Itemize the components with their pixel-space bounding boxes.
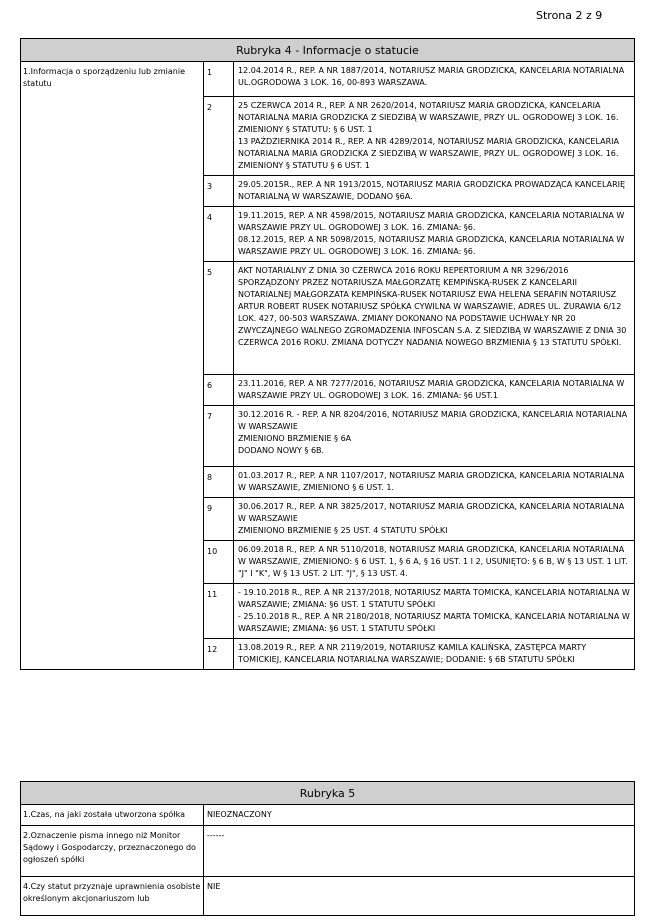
entry-number: 2 (204, 97, 234, 176)
rubryka-5-title: Rubryka 5 (21, 782, 635, 805)
rubryka-5-row (21, 805, 635, 826)
field-value: ------ (204, 826, 635, 877)
entry-number: 7 (204, 406, 234, 467)
entry-text: - 19.10.2018 R., REP. A NR 2137/2018, NOTARIUSZ MARTA TOMICKA, KANCELARIA NOTARIALNA W WARSZAWIE; ZMIANA: §6 UST. 1 STATUTU SPÓŁKI - 25.10.2018 R., REP. A NR 2180/2018, NOTARIUSZ MARTA TOMICKA, KANCELARIA NOTARIALNA W WARSZAWIE; ZMIANA: §6 UST. 1 STATUTU SPÓŁKI (238, 588, 630, 633)
entry-number: 10 (204, 541, 234, 584)
page-number: Strona 2 z 9 (536, 9, 603, 22)
entry-number: 1 (204, 62, 234, 97)
rubryka-5-table (20, 781, 635, 916)
entry-number: 3 (204, 176, 234, 207)
statute-entry-row (21, 62, 635, 97)
entry-text: 13.08.2019 R., REP. A NR 2119/2019, NOTARIUSZ KAMILA KALIŃSKA, ZASTĘPCA MARTY TOMICKIEJ, KANCELARIA NOTARIALNA WARSZAWIE; DODANIE: § 6B STATUTU SPÓŁKI (238, 643, 587, 664)
entry-text: 01.03.2017 R., REP. A NR 1107/2017, NOTARIUSZ MARIA GRODZICKA, KANCELARIA NOTARIALNA W WARSZAWIE, ZMIENIONO § 6 UST. 1. (238, 471, 625, 492)
entry-text: 23.11.2016, REP. A NR 7277/2016, NOTARIUSZ MARIA GRODZICKA, KANCELARIA NOTARIALNA W WARSZAWIE PRZY UL. OGRODOWEJ 3 LOK. 16. ZMIANA: §6 UST.1 (238, 379, 625, 400)
entry-text: 29.05.2015R., REP. A NR 1913/2015, NOTARIUSZ MARIA GRODZICKA PROWADZĄCA KANCELARIĘ NOTARIALNĄ W WARSZAWIE, DODANO §6A. (238, 180, 626, 201)
rubryka-5-row (21, 877, 635, 916)
entry-number: 8 (204, 467, 234, 498)
field-label: 4.Czy statut przyznaje uprawnienia osobiste określonym akcjonariuszom lub (21, 877, 204, 916)
rubryka-4-table (20, 38, 635, 670)
field-value: NIEOZNACZONY (204, 805, 635, 826)
entry-number: 11 (204, 584, 234, 639)
entry-text: 06.09.2018 R., REP. A NR 5110/2018, NOTARIUSZ MARIA GRODZICKA, KANCELARIA NOTARIALNA W WARSZAWIE, ZMIENIONO: § 6 UST. 1, § 6 A, § 16 UST. 1 I 2, USUNIĘTO: § 6 B, W § 13 UST. 1 LIT. "J" I "K", W § 13 UST. 2 LIT. "J", § 13 UST. 4. (238, 545, 628, 578)
entry-number: 12 (204, 639, 234, 670)
entry-number: 6 (204, 375, 234, 406)
entry-text: 25 CZERWCA 2014 R., REP. A NR 2620/2014, NOTARIUSZ MARIA GRODZICKA, KANCELARIA NOTARIALNA MARIA GRODZICKA Z SIEDZIBĄ W WARSZAWIE, PRZY UL. OGRODOWEJ 3 LOK. 16. ZMIENIONY § STATUTU: § 6 UST. 1 13 PAŹDZIERNIKA 2014 R., REP. A NR 4289/2014, NOTARIUSZ MARIA GRODZICKA, KANCELARIA NOTARIALNA MARIA GRODZICKA Z SIEDZIBĄ W WARSZAWIE, PRZY UL. OGRODOWEJ 3 LOK. 16. ZMIENIONY § STATUTU § 6 UST. 1 (238, 101, 619, 170)
entry-text: 30.06.2017 R., REP. A NR 3825/2017, NOTARIUSZ MARIA GRODZICKA, KANCELARIA NOTARIALNA W WARSZAWIE ZMIENIONO BRZMIENIE § 25 UST. 4 STATUTU SPÓŁKI (238, 502, 625, 535)
entry-text: 19.11.2015, REP. A NR 4598/2015, NOTARIUSZ MARIA GRODZICKA, KANCELARIA NOTARIALNA W WARSZAWIE PRZY UL. OGRODOWEJ 3 LOK. 16. ZMIANA: §6. 08.12.2015, REP. A NR 5098/2015, NOTARIUSZ MARIA GRODZICKA, KANCELARIA NOTARIALNA W WARSZAWIE PRZY UL. OGRODOWEJ 3 LOK. 16. ZMIANA: §6. (238, 211, 625, 256)
field-label: 2.Oznaczenie pisma innego niż Monitor Sądowy i Gospodarczy, przeznaczonego do ogłoszeń spółki (21, 826, 204, 877)
entry-text: AKT NOTARIALNY Z DNIA 30 CZERWCA 2016 ROKU REPERTORIUM A NR 3296/2016 SPORZĄDZONY PRZEZ NOTARIUSZA MAŁGORZATĘ KEMPIŃSKĄ-RUSEK Z KANCELARII NOTARIALNEJ MAŁGORZATA KEMPIŃSKA-RUSEK NOTARIUSZ EWA HELENA SERAFIN NOTARIUSZ ARTUR ROBERT RUSEK NOTARIUSZ SPÓŁKA CYWILNA W WARSZAWIE, ADRES UL. ŻURAWIA 6/12 LOK. 427, 00-503 WARSZAWA. ZMIANY DOKONANO NA PODSTAWIE UCHWAŁY NR 20 ZWYCZAJNEGO WALNEGO ZGROMADZENIA INFOSCAN S.A. Z SIEDZIBĄ W WARSZAWIE Z DNIA 30 CZERWCA 2016 ROKU. ZMIANA DOTYCZY NADANIA NOWEGO BRZMIENIA § 13 STATUTU SPÓŁKI. (238, 266, 627, 347)
statute-field-label: 1.Informacja o sporządzeniu lub zmianie statutu (21, 62, 204, 670)
entry-number: 5 (204, 262, 234, 375)
entry-number: 4 (204, 207, 234, 262)
entry-text: 30.12.2016 R. - REP. A NR 8204/2016, NOTARIUSZ MARIA GRODZICKA, KANCELARIA NOTARIALNA W WARSZAWIE ZMIENIONO BRZMIENIE § 6A DODANO NOWY § 6B. (238, 410, 628, 455)
entry-text: 12.04.2014 R., REP. A NR 1887/2014, NOTARIUSZ MARIA GRODZICKA, KANCELARIA NOTARIALNA UL.OGRODOWA 3 LOK. 16, 00-893 WARSZAWA. (238, 66, 625, 87)
rubryka-4-title: Rubryka 4 - Informacje o statucie (21, 39, 635, 62)
field-value: NIE (204, 877, 635, 916)
entry-number: 9 (204, 498, 234, 541)
rubryka-5-row (21, 826, 635, 877)
field-label: 1.Czas, na jaki została utworzona spółka (21, 805, 204, 826)
